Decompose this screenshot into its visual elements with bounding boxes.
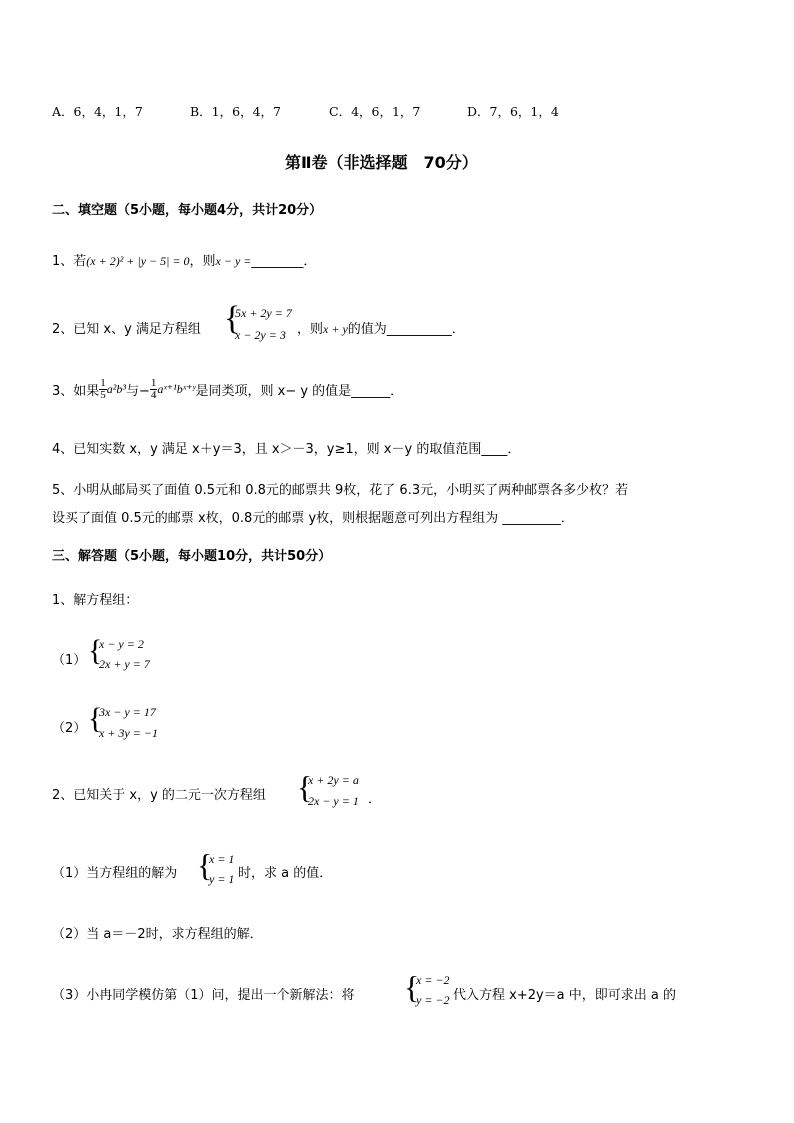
fill-q5-line2: 设买了面值 0.5元的邮票 x枚，0.8元的邮票 y枚，则根据题意可列出方程组为 _________．: [52, 511, 574, 526]
solve-q2-p1-brace: {: [197, 847, 213, 883]
solve-q2-eq1: x + 2y = a: [308, 773, 359, 787]
solve-q2-brace: {: [297, 769, 313, 805]
solve-q2-prefix: 2、已知关于 x，y 的二元一次方程组: [52, 788, 266, 803]
fill-q3-mid: 与−: [125, 384, 150, 399]
fill-q3-term2: aˣ⁺¹bˣ⁺ʸ: [157, 382, 196, 396]
solve-q2-p3-eq1: x = −2: [416, 973, 450, 987]
choice-d: D．7，6，1，4: [467, 104, 559, 119]
fill-q1-expr: (x + 2)² + |y − 5| = 0: [86, 254, 190, 268]
part2-title: 第Ⅱ卷（非选择题 70分）: [285, 153, 478, 172]
fill-q3-prefix: 3、如果: [52, 384, 100, 399]
solve-q2-p3-prefix: （3）小冉同学模仿第（1）问，提出一个新解法：将: [52, 988, 355, 1003]
fill-q3-frac1: [99, 378, 107, 401]
fill-q2-prefix: 2、已知 x、y 满足方程组: [52, 322, 201, 337]
solve-q1-p1-eq2: 2x + y = 7: [99, 657, 150, 671]
solve-q1-p2-eq1: 3x − y = 17: [99, 705, 156, 719]
fill-q3-term1: a²b³: [106, 382, 126, 396]
fill-q2-suffix2: 的值为__________．: [347, 322, 465, 337]
solve-q2-p1-suffix: 时，求 a 的值．: [238, 866, 333, 881]
fill-q2-brace: {: [224, 300, 241, 337]
solve-q2-eq2: 2x − y = 1: [308, 794, 359, 808]
solve-q1-p2-eq2: x + 3y = −1: [99, 726, 158, 740]
fill-q2-eq1: 5x + 2y = 7: [235, 306, 292, 320]
fill-q4: 4、已知实数 x，y 满足 x＋y＝3，且 x＞－3，y≥1，则 x－y 的取值范围____．: [52, 442, 521, 457]
fill-q1: [52, 250, 316, 269]
fill-q3-frac2-num: 1: [150, 377, 157, 389]
choice-a: A．6，4，1，7: [52, 104, 143, 119]
fill-q2-expr: x + y: [323, 322, 348, 336]
fill-q2-eq2: x − 2y = 3: [235, 328, 286, 342]
solve-q1-p2-brace: {: [88, 702, 103, 735]
solve-q1-p1-brace: {: [88, 634, 103, 667]
choice-b: B．1，6，4，7: [190, 104, 281, 119]
fill-q3: [52, 378, 403, 401]
solve-q1-p1-eq1: x − y = 2: [99, 637, 144, 651]
solve-q2-p2: （2）当 a＝－2时，求方程组的解．: [52, 927, 263, 942]
solve-q1-title: 1、解方程组：: [52, 593, 139, 608]
solve-q1-p2-label: （2）: [52, 721, 87, 736]
solve-q1-p1-label: （1）: [52, 653, 87, 668]
fill-q1-prefix: 1、若: [52, 254, 87, 269]
fill-q3-frac1-den: 5: [100, 389, 106, 401]
fill-q1-expr2: x − y =: [215, 254, 252, 268]
section3-heading: 三、解答题（5小题，每小题10分，共计50分）: [52, 549, 332, 564]
solve-q2-p3-suffix: 代入方程 x+2y＝a 中，即可求出 a 的: [453, 988, 677, 1003]
fill-q3-frac1-num: 1: [100, 377, 106, 389]
fill-q3-suffix: 是同类项，则 x− y 的值是______．: [195, 384, 404, 399]
fill-q1-mid: ，则: [189, 254, 216, 269]
choice-c: C．4，6，1，7: [329, 104, 421, 119]
fill-q3-frac2-den: 4: [150, 389, 157, 401]
solve-q2-p1-eq1: x = 1: [209, 852, 235, 866]
solve-q2-p3-brace: {: [404, 969, 420, 1005]
section2-heading: 二、填空题（5小题，每小题4分，共计20分）: [52, 203, 323, 218]
fill-q1-blank: ________．: [251, 254, 317, 269]
fill-q2-suffix-wrap: [297, 318, 465, 337]
solve-q2-p3-eq2: y = −2: [416, 993, 450, 1007]
fill-q2-suffix: ，则: [297, 322, 324, 337]
solve-q2-suffix: ．: [368, 792, 382, 807]
solve-q2-p1-prefix: （1）当方程组的解为: [52, 866, 178, 881]
solve-q2-p1-eq2: y = 1: [209, 872, 235, 886]
fill-q5-line1: 5、小明从邮局买了面值 0.5元和 0.8元的邮票共 9枚，花了 6.3元，小明买了两种邮票各多少枚？若: [52, 483, 629, 498]
